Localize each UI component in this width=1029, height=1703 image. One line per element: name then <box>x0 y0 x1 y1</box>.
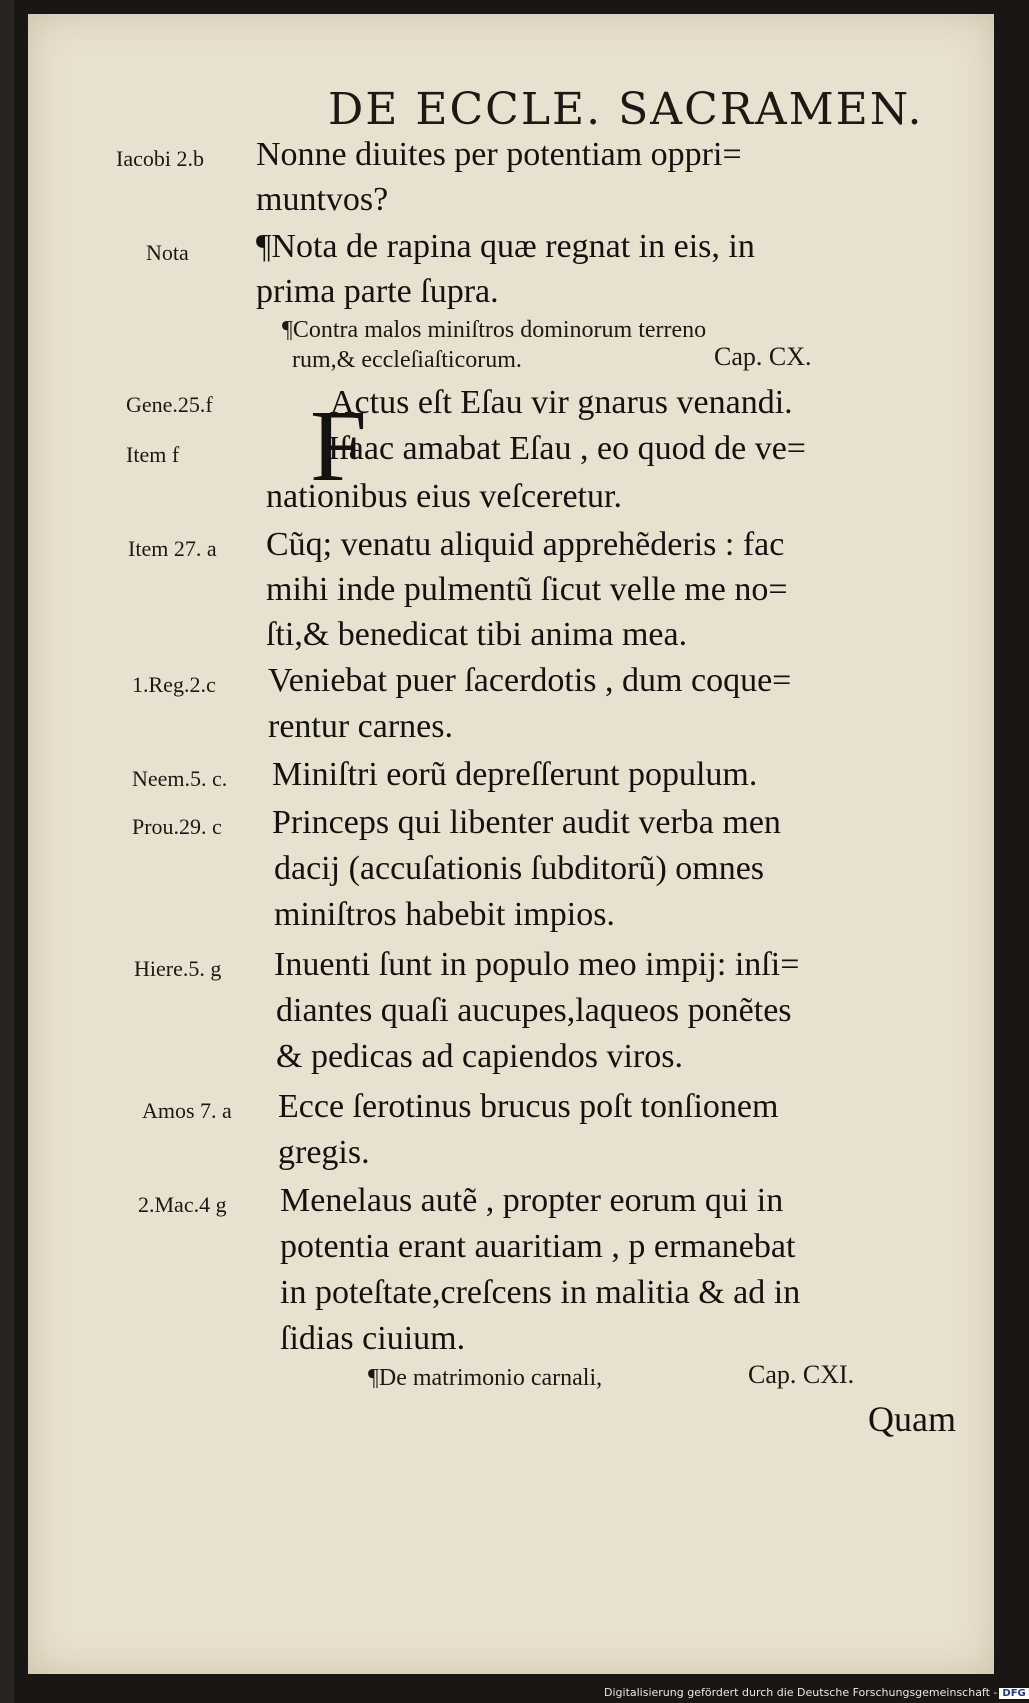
margin-ref: Item 27. a <box>128 536 217 561</box>
margin-ref: Item f <box>126 442 180 467</box>
text-line: Menelaus autẽ , propter eorum qui in <box>280 1182 784 1219</box>
text-line: rentur carnes. <box>268 708 454 745</box>
margin-ref: Amos 7. a <box>142 1098 232 1123</box>
text-line: ſti,& benedicat tibi anima mea. <box>266 616 688 653</box>
book-page <box>28 14 994 1674</box>
credit-text: Digitalisierung gefördert durch die Deutsche Forschungsgemeinschaft - <box>604 1686 998 1699</box>
text-line: gregis. <box>278 1134 370 1171</box>
margin-ref: Nota <box>146 240 189 265</box>
dfg-logo: DFG <box>999 1688 1028 1699</box>
text-line: Ecce ſerotinus brucus poſt tonſionem <box>278 1088 779 1125</box>
text-line: potentia erant auaritiam , p ermanebat <box>280 1228 796 1265</box>
text-line: Miniſtri eorũ depreſſerunt populum. <box>272 756 758 793</box>
running-title: DE ECCLE. SACRAMEN. <box>328 84 924 135</box>
text-line: ſidias ciuium. <box>280 1320 466 1357</box>
text-line: Nonne diuites per potentiam oppri= <box>256 136 742 173</box>
text-line: Iſaac amabat Eſau , eo quod de ve= <box>328 430 806 467</box>
catchword: Quam <box>868 1399 956 1439</box>
chapter-heading: rum,& eccleſiaſticorum. <box>292 347 522 373</box>
text-line: Veniebat puer ſacerdotis , dum coque= <box>268 662 792 699</box>
margin-ref: Gene.25.f <box>126 392 213 417</box>
margin-ref: Prou.29. c <box>132 814 222 839</box>
text-line: mihi inde pulmentũ ſicut velle me no= <box>266 571 788 608</box>
text-line: prima parte ſupra. <box>256 273 499 310</box>
margin-ref: Iacobi 2.b <box>116 146 204 171</box>
scan-edge <box>0 0 14 1703</box>
chapter-number: Cap. CXI. <box>748 1360 855 1389</box>
digitization-credit <box>604 1686 1026 1699</box>
text-line: Princeps qui libenter audit verba men <box>272 804 781 841</box>
margin-ref: 1.Reg.2.c <box>132 672 216 697</box>
text-line: ¶Nota de rapina quæ regnat in eis, in <box>256 228 755 265</box>
text-line: & pedicas ad capiendos viros. <box>276 1038 683 1075</box>
text-line: nationibus eius veſceretur. <box>266 478 622 515</box>
text-line: Inuenti ſunt in populo meo impij: inſi= <box>274 946 800 983</box>
chapter-heading: ¶De matrimonio carnali, <box>368 1365 603 1391</box>
text-line: diantes quaſi aucupes,laqueos ponẽtes <box>276 992 792 1029</box>
drop-cap-letter: F <box>310 390 367 503</box>
text-line: dacij (accuſationis ſubditorũ) omnes <box>274 850 765 887</box>
text-line: Cũq; venatu aliquid apprehẽderis : fac <box>266 526 785 563</box>
margin-ref: Neem.5. c. <box>132 766 228 791</box>
text-line: Actus eſt Eſau vir gnarus venandi. <box>330 384 793 421</box>
chapter-heading: ¶Contra malos miniſtros dominorum terreno <box>282 317 707 343</box>
margin-ref: 2.Mac.4 g <box>138 1192 227 1217</box>
margin-ref: Hiere.5. g <box>134 956 222 981</box>
text-line: in poteſtate,creſcens in malitia & ad in <box>280 1274 801 1311</box>
chapter-number: Cap. CX. <box>714 342 812 371</box>
text-line: miniſtros habebit impios. <box>274 896 615 933</box>
text-line: muntvos? <box>256 181 389 218</box>
